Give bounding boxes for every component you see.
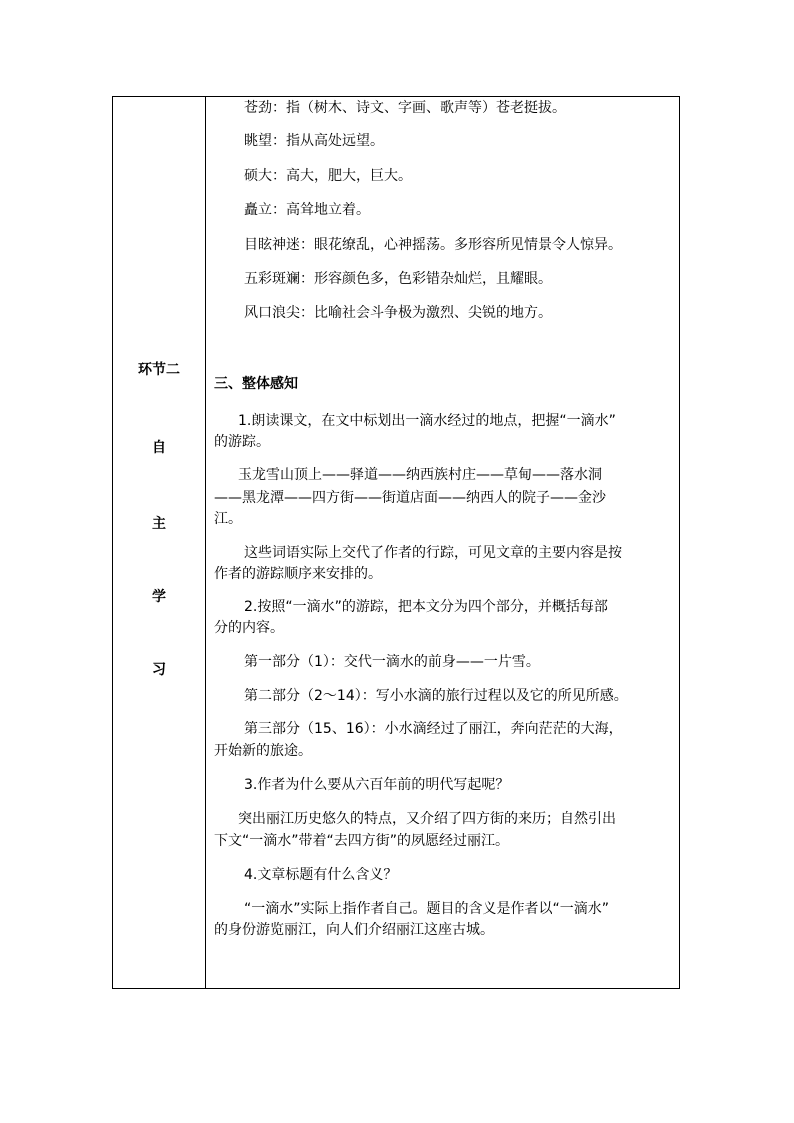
stage-char-1: 自 <box>152 440 166 456</box>
route-note-line-2: 作者的游踪顺序来安排的。 <box>214 566 382 582</box>
question-2-line-1: 2.按照“一滴水”的游踪，把本文分为四个部分，并概括每部 <box>244 599 608 615</box>
question-2-line-2: 分的内容。 <box>214 620 284 636</box>
answer-4-line-1: “一滴水”实际上指作者自己。题目的含义是作者以“一滴水” <box>244 901 610 917</box>
stage-char-2: 主 <box>152 516 166 532</box>
vocab-item: 硕大：高大，肥大，巨大。 <box>244 168 412 184</box>
answer-3-line-1: 突出丽江历史悠久的特点，又介绍了四方街的来历；自然引出 <box>238 811 616 827</box>
part-1: 第一部分（1）：交代一滴水的前身——一片雪。 <box>244 654 540 670</box>
part-3-line-1: 第三部分（15、16）：小水滴经过了丽江，奔向茫茫的大海， <box>244 721 623 737</box>
question-3: 3.作者为什么要从六百年前的明代写起呢？ <box>244 777 510 793</box>
vocab-item: 五彩斑斓：形容颜色多，色彩错杂灿烂，且耀眼。 <box>244 271 552 287</box>
question-1-line-1: 1.朗读课文，在文中标划出一滴水经过的地点，把握“一滴水” <box>238 413 616 429</box>
answer-4-line-2: 的身份游览丽江，向人们介绍丽江这座古城。 <box>214 922 494 938</box>
vocab-item: 目眩神迷：眼花缭乱，心神摇荡。多形容所见情景令人惊异。 <box>244 237 622 253</box>
part-2: 第二部分（2～14）：写小水滴的旅行过程以及它的所见所感。 <box>244 688 628 704</box>
vocab-item: 矗立：高耸地立着。 <box>244 202 370 218</box>
stage-label-cell <box>113 97 205 988</box>
stage-char-3: 学 <box>152 589 166 605</box>
question-1-line-2: 的游踪。 <box>214 434 270 450</box>
vocab-item: 苍劲：指（树木、诗文、字画、歌声等）苍老挺拔。 <box>244 100 566 116</box>
stage-label: 环节二 <box>138 362 180 378</box>
stage-char-4: 习 <box>152 662 166 678</box>
part-3-line-2: 开始新的旅途。 <box>214 743 312 759</box>
vocab-item: 风口浪尖：比喻社会斗争极为激烈、尖锐的地方。 <box>244 305 552 321</box>
question-4: 4.文章标题有什么含义？ <box>244 867 398 883</box>
route-line-1: 玉龙雪山顶上——驿道——纳西族村庄——草甸——落水洞 <box>238 467 602 483</box>
route-line-3: 江。 <box>214 511 242 527</box>
answer-3-line-2: 下文“一滴水”带着“去四方街”的夙愿经过丽江。 <box>214 833 510 849</box>
route-line-2: ——黑龙潭——四方街——街道店面——纳西人的院子——金沙 <box>214 490 606 506</box>
route-note-line-1: 这些词语实际上交代了作者的行踪，可见文章的主要内容是按 <box>244 545 622 561</box>
section-title: 三、整体感知 <box>214 376 298 392</box>
content-cell <box>206 97 679 988</box>
vocab-item: 眺望：指从高处远望。 <box>244 133 384 149</box>
content-table <box>112 96 680 989</box>
